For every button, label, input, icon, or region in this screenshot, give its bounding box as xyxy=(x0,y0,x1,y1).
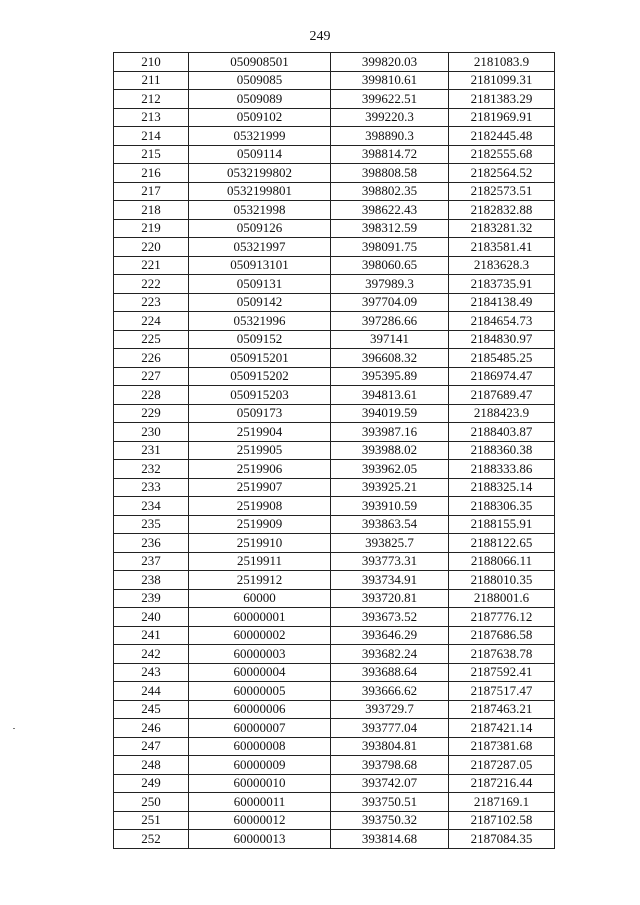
point-number-cell: 216 xyxy=(114,164,189,183)
point-number-cell: 239 xyxy=(114,589,189,608)
table-row xyxy=(114,256,555,275)
y-coordinate-cell: 2187689.47 xyxy=(449,386,555,405)
point-number-cell: 210 xyxy=(114,53,189,72)
x-coordinate-cell: 397704.09 xyxy=(331,293,449,312)
point-number-cell: 211 xyxy=(114,71,189,90)
point-number-cell: 241 xyxy=(114,626,189,645)
point-number-cell: 238 xyxy=(114,571,189,590)
point-id-cell: 2519905 xyxy=(189,441,331,460)
x-coordinate-cell: 393720.81 xyxy=(331,589,449,608)
x-coordinate-cell: 393988.02 xyxy=(331,441,449,460)
x-coordinate-cell: 394813.61 xyxy=(331,386,449,405)
point-id-cell: 0509114 xyxy=(189,145,331,164)
point-id-cell: 2519909 xyxy=(189,515,331,534)
table-row xyxy=(114,756,555,775)
point-id-cell: 05321998 xyxy=(189,201,331,220)
x-coordinate-cell: 393682.24 xyxy=(331,645,449,664)
point-id-cell: 050915201 xyxy=(189,349,331,368)
x-coordinate-cell: 398814.72 xyxy=(331,145,449,164)
y-coordinate-cell: 2187169.1 xyxy=(449,793,555,812)
point-number-cell: 246 xyxy=(114,719,189,738)
x-coordinate-cell: 393825.7 xyxy=(331,534,449,553)
x-coordinate-cell: 395395.89 xyxy=(331,367,449,386)
x-coordinate-cell: 393863.54 xyxy=(331,515,449,534)
x-coordinate-cell: 397989.3 xyxy=(331,275,449,294)
point-id-cell: 60000013 xyxy=(189,830,331,849)
point-number-cell: 248 xyxy=(114,756,189,775)
point-id-cell: 0509089 xyxy=(189,90,331,109)
point-id-cell: 05321999 xyxy=(189,127,331,146)
point-id-cell: 0532199801 xyxy=(189,182,331,201)
table-row xyxy=(114,811,555,830)
table-row xyxy=(114,830,555,849)
x-coordinate-cell: 394019.59 xyxy=(331,404,449,423)
table-row xyxy=(114,90,555,109)
y-coordinate-cell: 2188010.35 xyxy=(449,571,555,590)
point-id-cell: 2519912 xyxy=(189,571,331,590)
point-id-cell: 60000007 xyxy=(189,719,331,738)
table-row xyxy=(114,108,555,127)
x-coordinate-cell: 398622.43 xyxy=(331,201,449,220)
point-number-cell: 221 xyxy=(114,256,189,275)
y-coordinate-cell: 2187463.21 xyxy=(449,700,555,719)
table-row xyxy=(114,737,555,756)
point-number-cell: 250 xyxy=(114,793,189,812)
x-coordinate-cell: 393673.52 xyxy=(331,608,449,627)
table-row xyxy=(114,682,555,701)
point-number-cell: 223 xyxy=(114,293,189,312)
point-id-cell: 60000008 xyxy=(189,737,331,756)
table-row xyxy=(114,515,555,534)
x-coordinate-cell: 398091.75 xyxy=(331,238,449,257)
table-row xyxy=(114,349,555,368)
y-coordinate-cell: 2183735.91 xyxy=(449,275,555,294)
point-number-cell: 237 xyxy=(114,552,189,571)
y-coordinate-cell: 2182564.52 xyxy=(449,164,555,183)
table-row xyxy=(114,164,555,183)
x-coordinate-cell: 393750.51 xyxy=(331,793,449,812)
table-row xyxy=(114,145,555,164)
point-number-cell: 217 xyxy=(114,182,189,201)
y-coordinate-cell: 2183581.41 xyxy=(449,238,555,257)
table-row xyxy=(114,719,555,738)
y-coordinate-cell: 2188325.14 xyxy=(449,478,555,497)
point-number-cell: 220 xyxy=(114,238,189,257)
point-id-cell: 60000010 xyxy=(189,774,331,793)
table-row xyxy=(114,700,555,719)
table-row xyxy=(114,626,555,645)
x-coordinate-cell: 398890.3 xyxy=(331,127,449,146)
table-row xyxy=(114,238,555,257)
point-number-cell: 215 xyxy=(114,145,189,164)
point-number-cell: 232 xyxy=(114,460,189,479)
point-id-cell: 050908501 xyxy=(189,53,331,72)
table-row xyxy=(114,774,555,793)
point-number-cell: 229 xyxy=(114,404,189,423)
point-number-cell: 243 xyxy=(114,663,189,682)
point-id-cell: 60000012 xyxy=(189,811,331,830)
x-coordinate-cell: 393798.68 xyxy=(331,756,449,775)
y-coordinate-cell: 2181083.9 xyxy=(449,53,555,72)
point-number-cell: 225 xyxy=(114,330,189,349)
table-row xyxy=(114,386,555,405)
table-row xyxy=(114,589,555,608)
page-number: 249 xyxy=(309,29,331,44)
point-number-cell: 245 xyxy=(114,700,189,719)
table-row xyxy=(114,552,555,571)
x-coordinate-cell: 393666.62 xyxy=(331,682,449,701)
y-coordinate-cell: 2184654.73 xyxy=(449,312,555,331)
point-number-cell: 249 xyxy=(114,774,189,793)
point-id-cell: 2519910 xyxy=(189,534,331,553)
y-coordinate-cell: 2182832.88 xyxy=(449,201,555,220)
y-coordinate-cell: 2187102.58 xyxy=(449,811,555,830)
table-row xyxy=(114,793,555,812)
point-id-cell: 050915202 xyxy=(189,367,331,386)
x-coordinate-cell: 398808.58 xyxy=(331,164,449,183)
point-number-cell: 228 xyxy=(114,386,189,405)
table-row xyxy=(114,71,555,90)
table-row xyxy=(114,534,555,553)
y-coordinate-cell: 2187686.58 xyxy=(449,626,555,645)
point-number-cell: 234 xyxy=(114,497,189,516)
point-id-cell: 60000004 xyxy=(189,663,331,682)
x-coordinate-cell: 393734.91 xyxy=(331,571,449,590)
point-id-cell: 60000003 xyxy=(189,645,331,664)
y-coordinate-cell: 2187517.47 xyxy=(449,682,555,701)
y-coordinate-cell: 2187638.78 xyxy=(449,645,555,664)
y-coordinate-cell: 2188001.6 xyxy=(449,589,555,608)
x-coordinate-cell: 398060.65 xyxy=(331,256,449,275)
x-coordinate-cell: 393814.68 xyxy=(331,830,449,849)
y-coordinate-cell: 2181383.29 xyxy=(449,90,555,109)
point-number-cell: 242 xyxy=(114,645,189,664)
table-row xyxy=(114,608,555,627)
margin-mark xyxy=(13,728,15,729)
table-row xyxy=(114,53,555,72)
x-coordinate-cell: 393750.32 xyxy=(331,811,449,830)
y-coordinate-cell: 2183281.32 xyxy=(449,219,555,238)
point-id-cell: 2519904 xyxy=(189,423,331,442)
y-coordinate-cell: 2187421.14 xyxy=(449,719,555,738)
x-coordinate-cell: 399810.61 xyxy=(331,71,449,90)
table-row xyxy=(114,478,555,497)
point-id-cell: 0509173 xyxy=(189,404,331,423)
point-number-cell: 212 xyxy=(114,90,189,109)
x-coordinate-cell: 393646.29 xyxy=(331,626,449,645)
point-id-cell: 0509131 xyxy=(189,275,331,294)
y-coordinate-cell: 2187287.05 xyxy=(449,756,555,775)
x-coordinate-cell: 397286.66 xyxy=(331,312,449,331)
y-coordinate-cell: 2181099.31 xyxy=(449,71,555,90)
point-id-cell: 05321997 xyxy=(189,238,331,257)
point-id-cell: 2519906 xyxy=(189,460,331,479)
x-coordinate-cell: 399622.51 xyxy=(331,90,449,109)
point-id-cell: 050915203 xyxy=(189,386,331,405)
y-coordinate-cell: 2187776.12 xyxy=(449,608,555,627)
point-id-cell: 60000001 xyxy=(189,608,331,627)
point-id-cell: 2519907 xyxy=(189,478,331,497)
y-coordinate-cell: 2182573.51 xyxy=(449,182,555,201)
y-coordinate-cell: 2187216.44 xyxy=(449,774,555,793)
y-coordinate-cell: 2187592.41 xyxy=(449,663,555,682)
point-id-cell: 0509152 xyxy=(189,330,331,349)
x-coordinate-cell: 393804.81 xyxy=(331,737,449,756)
table-row xyxy=(114,404,555,423)
point-number-cell: 213 xyxy=(114,108,189,127)
point-number-cell: 214 xyxy=(114,127,189,146)
x-coordinate-cell: 393777.04 xyxy=(331,719,449,738)
point-number-cell: 235 xyxy=(114,515,189,534)
point-number-cell: 252 xyxy=(114,830,189,849)
point-number-cell: 236 xyxy=(114,534,189,553)
coordinates-table-body xyxy=(114,53,555,849)
table-row xyxy=(114,312,555,331)
point-id-cell: 60000006 xyxy=(189,700,331,719)
table-row xyxy=(114,127,555,146)
x-coordinate-cell: 398802.35 xyxy=(331,182,449,201)
y-coordinate-cell: 2185485.25 xyxy=(449,349,555,368)
x-coordinate-cell: 397141 xyxy=(331,330,449,349)
point-number-cell: 240 xyxy=(114,608,189,627)
point-number-cell: 218 xyxy=(114,201,189,220)
y-coordinate-cell: 2184138.49 xyxy=(449,293,555,312)
point-number-cell: 224 xyxy=(114,312,189,331)
point-id-cell: 05321996 xyxy=(189,312,331,331)
point-id-cell: 0509126 xyxy=(189,219,331,238)
table-row xyxy=(114,219,555,238)
y-coordinate-cell: 2188360.38 xyxy=(449,441,555,460)
point-id-cell: 2519908 xyxy=(189,497,331,516)
point-number-cell: 231 xyxy=(114,441,189,460)
table-row xyxy=(114,293,555,312)
y-coordinate-cell: 2188066.11 xyxy=(449,552,555,571)
x-coordinate-cell: 398312.59 xyxy=(331,219,449,238)
point-id-cell: 0532199802 xyxy=(189,164,331,183)
table-row xyxy=(114,571,555,590)
x-coordinate-cell: 393773.31 xyxy=(331,552,449,571)
table-row xyxy=(114,182,555,201)
y-coordinate-cell: 2188155.91 xyxy=(449,515,555,534)
point-id-cell: 60000002 xyxy=(189,626,331,645)
table-row xyxy=(114,441,555,460)
x-coordinate-cell: 396608.32 xyxy=(331,349,449,368)
point-id-cell: 60000009 xyxy=(189,756,331,775)
point-id-cell: 0509142 xyxy=(189,293,331,312)
y-coordinate-cell: 2187381.68 xyxy=(449,737,555,756)
point-id-cell: 60000 xyxy=(189,589,331,608)
table-row xyxy=(114,460,555,479)
point-number-cell: 251 xyxy=(114,811,189,830)
x-coordinate-cell: 393987.16 xyxy=(331,423,449,442)
y-coordinate-cell: 2188306.35 xyxy=(449,497,555,516)
x-coordinate-cell: 399820.03 xyxy=(331,53,449,72)
table-row xyxy=(114,497,555,516)
coordinates-table xyxy=(113,52,555,849)
point-number-cell: 247 xyxy=(114,737,189,756)
point-number-cell: 230 xyxy=(114,423,189,442)
point-number-cell: 226 xyxy=(114,349,189,368)
y-coordinate-cell: 2188423.9 xyxy=(449,404,555,423)
x-coordinate-cell: 393910.59 xyxy=(331,497,449,516)
table-row xyxy=(114,330,555,349)
y-coordinate-cell: 2188403.87 xyxy=(449,423,555,442)
x-coordinate-cell: 399220.3 xyxy=(331,108,449,127)
table-row xyxy=(114,663,555,682)
point-id-cell: 2519911 xyxy=(189,552,331,571)
y-coordinate-cell: 2182555.68 xyxy=(449,145,555,164)
x-coordinate-cell: 393688.64 xyxy=(331,663,449,682)
table-row xyxy=(114,367,555,386)
point-id-cell: 0509085 xyxy=(189,71,331,90)
table-row xyxy=(114,423,555,442)
point-id-cell: 60000011 xyxy=(189,793,331,812)
y-coordinate-cell: 2188122.65 xyxy=(449,534,555,553)
table-row xyxy=(114,201,555,220)
y-coordinate-cell: 2181969.91 xyxy=(449,108,555,127)
y-coordinate-cell: 2188333.86 xyxy=(449,460,555,479)
y-coordinate-cell: 2187084.35 xyxy=(449,830,555,849)
x-coordinate-cell: 393962.05 xyxy=(331,460,449,479)
x-coordinate-cell: 393742.07 xyxy=(331,774,449,793)
point-id-cell: 0509102 xyxy=(189,108,331,127)
point-number-cell: 222 xyxy=(114,275,189,294)
table-row xyxy=(114,645,555,664)
point-number-cell: 233 xyxy=(114,478,189,497)
table-row xyxy=(114,275,555,294)
point-number-cell: 244 xyxy=(114,682,189,701)
point-number-cell: 219 xyxy=(114,219,189,238)
y-coordinate-cell: 2183628.3 xyxy=(449,256,555,275)
point-number-cell: 227 xyxy=(114,367,189,386)
y-coordinate-cell: 2186974.47 xyxy=(449,367,555,386)
x-coordinate-cell: 393925.21 xyxy=(331,478,449,497)
x-coordinate-cell: 393729.7 xyxy=(331,700,449,719)
point-id-cell: 050913101 xyxy=(189,256,331,275)
y-coordinate-cell: 2182445.48 xyxy=(449,127,555,146)
y-coordinate-cell: 2184830.97 xyxy=(449,330,555,349)
point-id-cell: 60000005 xyxy=(189,682,331,701)
